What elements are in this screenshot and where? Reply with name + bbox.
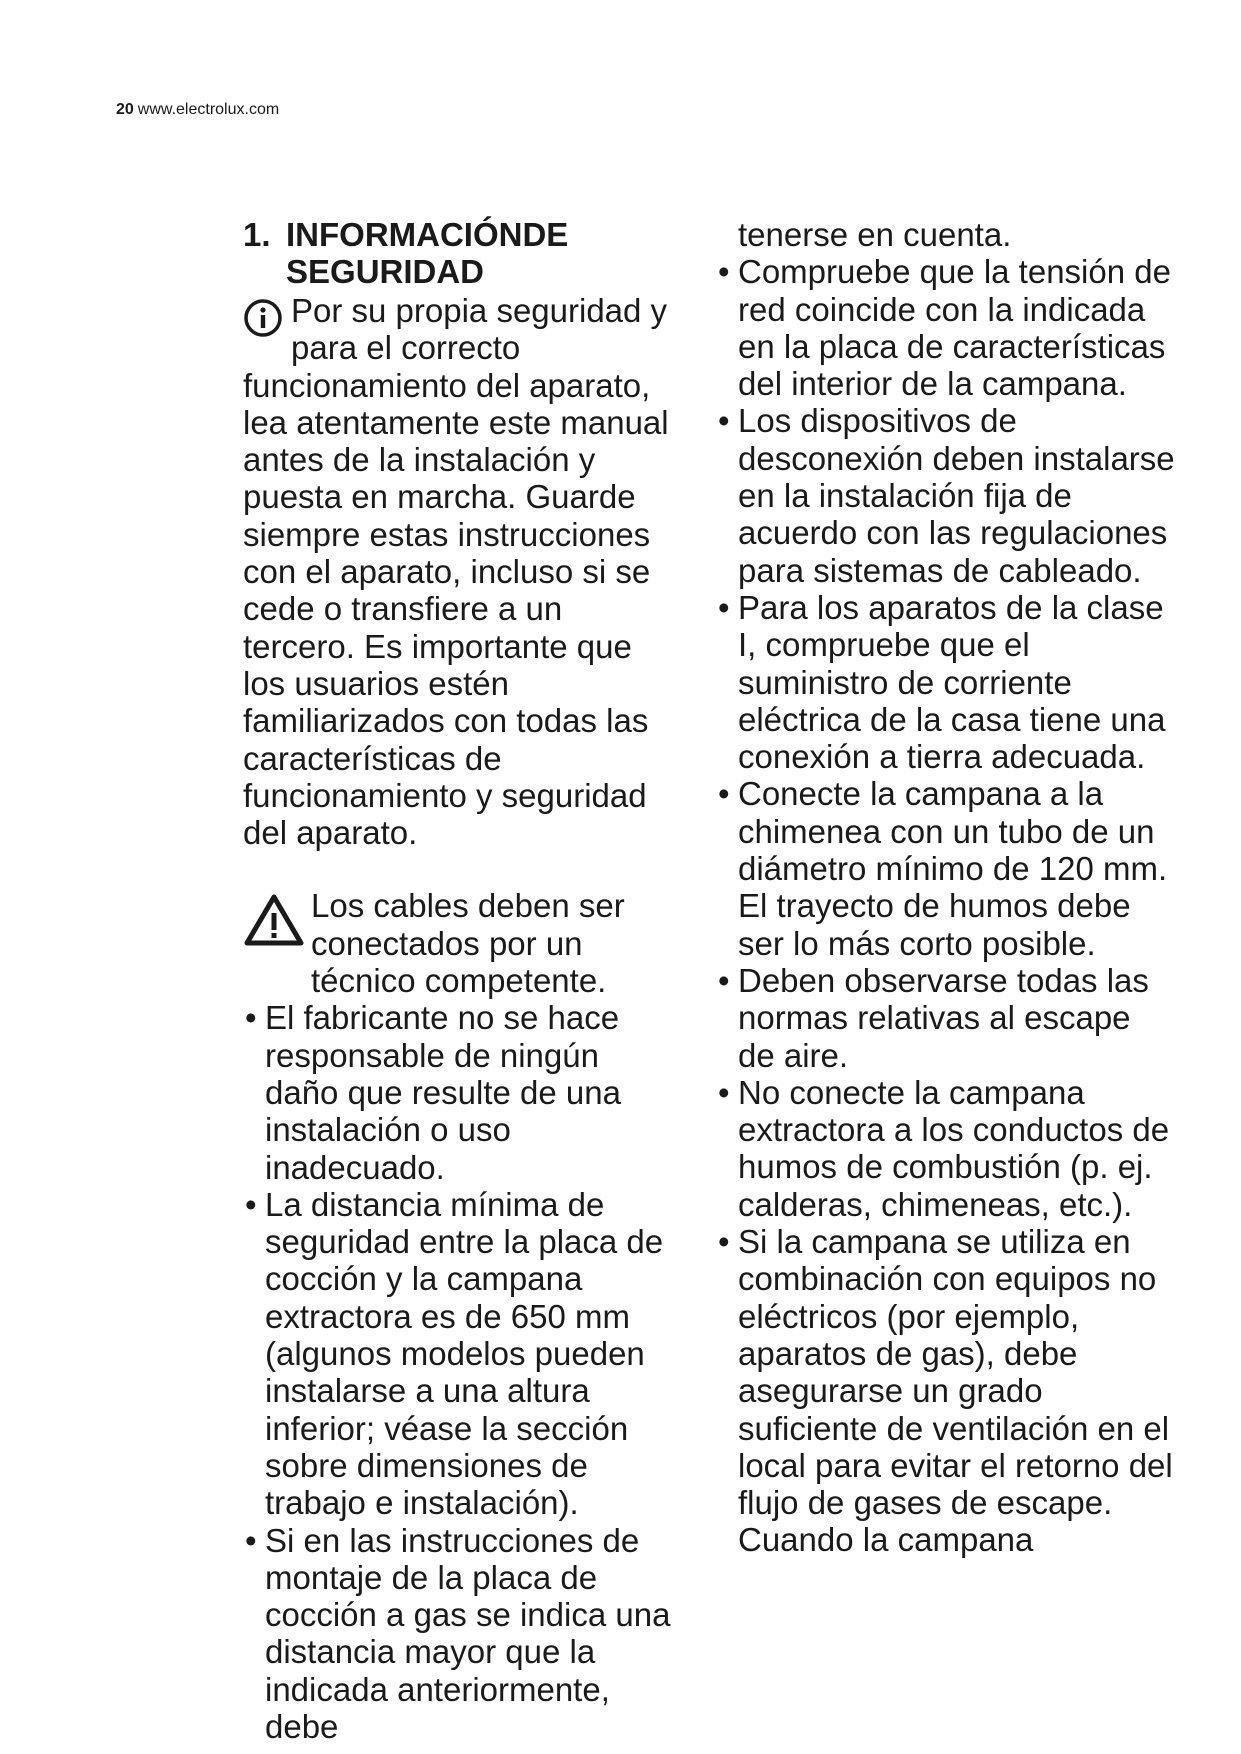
- list-item: • Para los aparatos de la clase I, compruebe que el suministro de corriente eléctrica de la casa tiene una conexión a tierra adecuada.: [716, 589, 1176, 775]
- section-title-line1: INFORMACIÓNDE: [286, 216, 569, 253]
- list-item: • Si en las instrucciones de montaje de la placa de cocción a gas se indica una distancia mayor que la indicada anteriormente, debe: [243, 1522, 675, 1746]
- list-item: • No conecte la campana extractora a los conductos de humos de combustión (p. ej. calderas, chimeneas, etc.).: [716, 1074, 1176, 1223]
- info-note: [243, 292, 675, 851]
- continued-text: tenerse en cuenta.: [738, 216, 1012, 253]
- header-url: www.electrolux.com: [137, 101, 280, 118]
- left-column: [243, 216, 675, 1745]
- warning-triangle-icon: [243, 893, 305, 947]
- list-item: • Los dispositivos de desconexión deben instalarse en la instalación fija de acuerdo con las regulaciones para sistemas de cableado.: [716, 402, 1176, 588]
- page-number: 20: [116, 101, 134, 118]
- list-item: • Deben observarse todas las normas relativas al escape de aire.: [716, 962, 1176, 1074]
- list-item: • Compruebe que la tensión de red coincide con la indicada en la placa de características del interior de la campana.: [716, 253, 1176, 402]
- list-item: • Si la campana se utiliza en combinación con equipos no eléctricos (por ejemplo, aparatos de gas), debe asegurarse un grado suficiente de ventilación en el local para evitar el retorno del flujo de gases de escape. Cuando la campana: [716, 1223, 1176, 1559]
- section-number: 1.: [243, 216, 271, 253]
- right-column: [716, 216, 1176, 1559]
- warning-note-text: Los cables deben ser conectados por un técnico competente.: [311, 887, 625, 1000]
- page-header: [116, 101, 279, 119]
- info-note-text: Por su propia seguridad y para el correcto funcionamiento del aparato, lea atentamente este manual antes de la instalación y puesta en marcha. Guarde siempre estas instrucciones con el aparato, incluso si se cede o transfiere a un tercero. Es importante que los usuarios estén familiarizados con todas las características de funcionamiento y seguridad del aparato.: [243, 292, 669, 852]
- section-title-line2: SEGURIDAD: [286, 253, 485, 290]
- list-item: • El fabricante no se hace responsable de ningún daño que resulte de una instalación o uso inadecuado.: [243, 999, 675, 1185]
- info-circle-icon: [243, 298, 283, 338]
- list-item: • Conecte la campana a la chimenea con un tubo de un diámetro mínimo de 120 mm. El trayecto de humos debe ser lo más corto posible.: [716, 775, 1176, 961]
- list-item: • La distancia mínima de seguridad entre la placa de cocción y la campana extractora es de 650 mm (algunos modelos pueden instalarse a una altura inferior; véase la sección sobre dimensiones de trabajo e instalación).: [243, 1186, 675, 1522]
- section-title: [243, 216, 675, 290]
- warning-note: [243, 887, 675, 999]
